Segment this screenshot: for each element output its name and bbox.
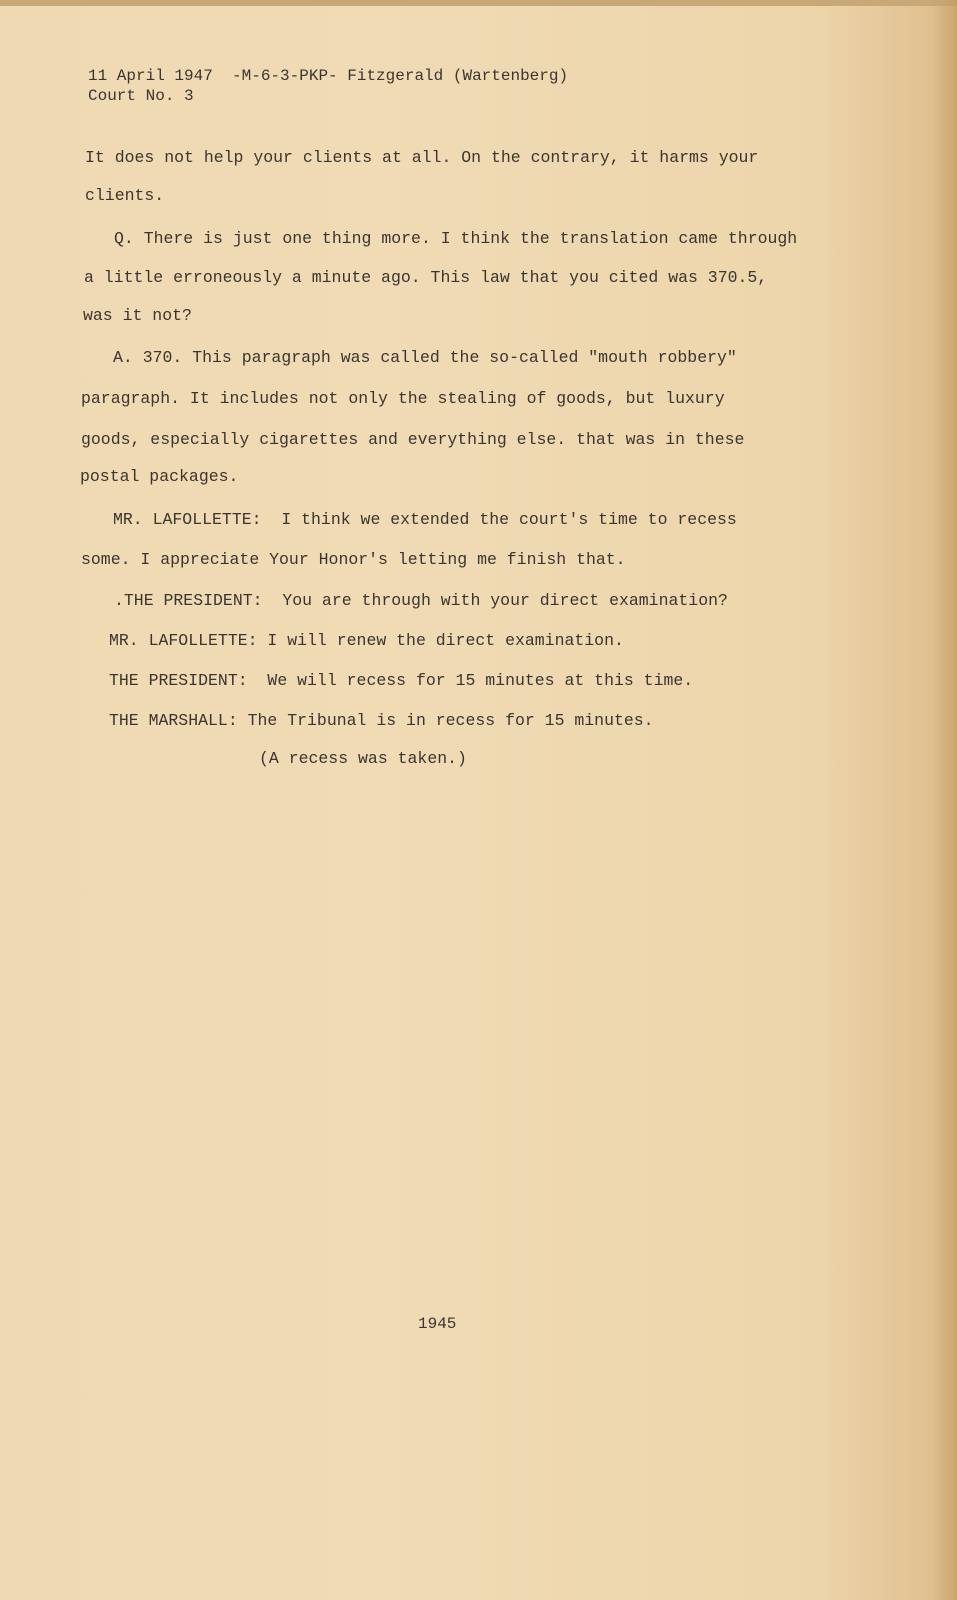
transcript-line: clients.	[85, 186, 165, 205]
transcript-line: a little erroneously a minute ago. This law that you cited was 370.5,	[84, 268, 768, 287]
transcript-line: A. 370. This paragraph was called the so-called "mouth robbery"	[113, 348, 737, 367]
transcript-line: MR. LAFOLLETTE: I think we extended the court's time to recess	[113, 510, 737, 529]
transcript-line: MR. LAFOLLETTE: I will renew the direct examination.	[109, 631, 624, 650]
transcript-line: It does not help your clients at all. On the contrary, it harms your	[85, 148, 759, 167]
header-court-line: Court No. 3	[88, 87, 194, 105]
transcript-line: (A recess was taken.)	[259, 749, 467, 768]
transcript-line: Q. There is just one thing more. I think the translation came through	[114, 229, 798, 248]
transcript-line: goods, especially cigarettes and everything else. that was in these	[81, 430, 745, 449]
transcript-line: paragraph. It includes not only the stealing of goods, but luxury	[81, 389, 725, 408]
transcript-line: some. I appreciate Your Honor's letting me finish that.	[81, 550, 626, 569]
transcript-line: THE MARSHALL: The Tribunal is in recess for 15 minutes.	[109, 711, 654, 730]
page-top-edge	[0, 0, 957, 6]
header-date-line: 11 April 1947 -M-6-3-PKP- Fitzgerald (Wartenberg)	[88, 67, 569, 85]
transcript-line: THE PRESIDENT: We will recess for 15 minutes at this time.	[109, 671, 694, 690]
page-right-edge-shadow	[933, 0, 957, 1600]
transcript-line: .THE PRESIDENT: You are through with your direct examination?	[114, 591, 728, 610]
transcript-line: postal packages.	[80, 467, 239, 486]
page-number: 1945	[418, 1315, 457, 1333]
transcript-line: was it not?	[83, 306, 192, 325]
